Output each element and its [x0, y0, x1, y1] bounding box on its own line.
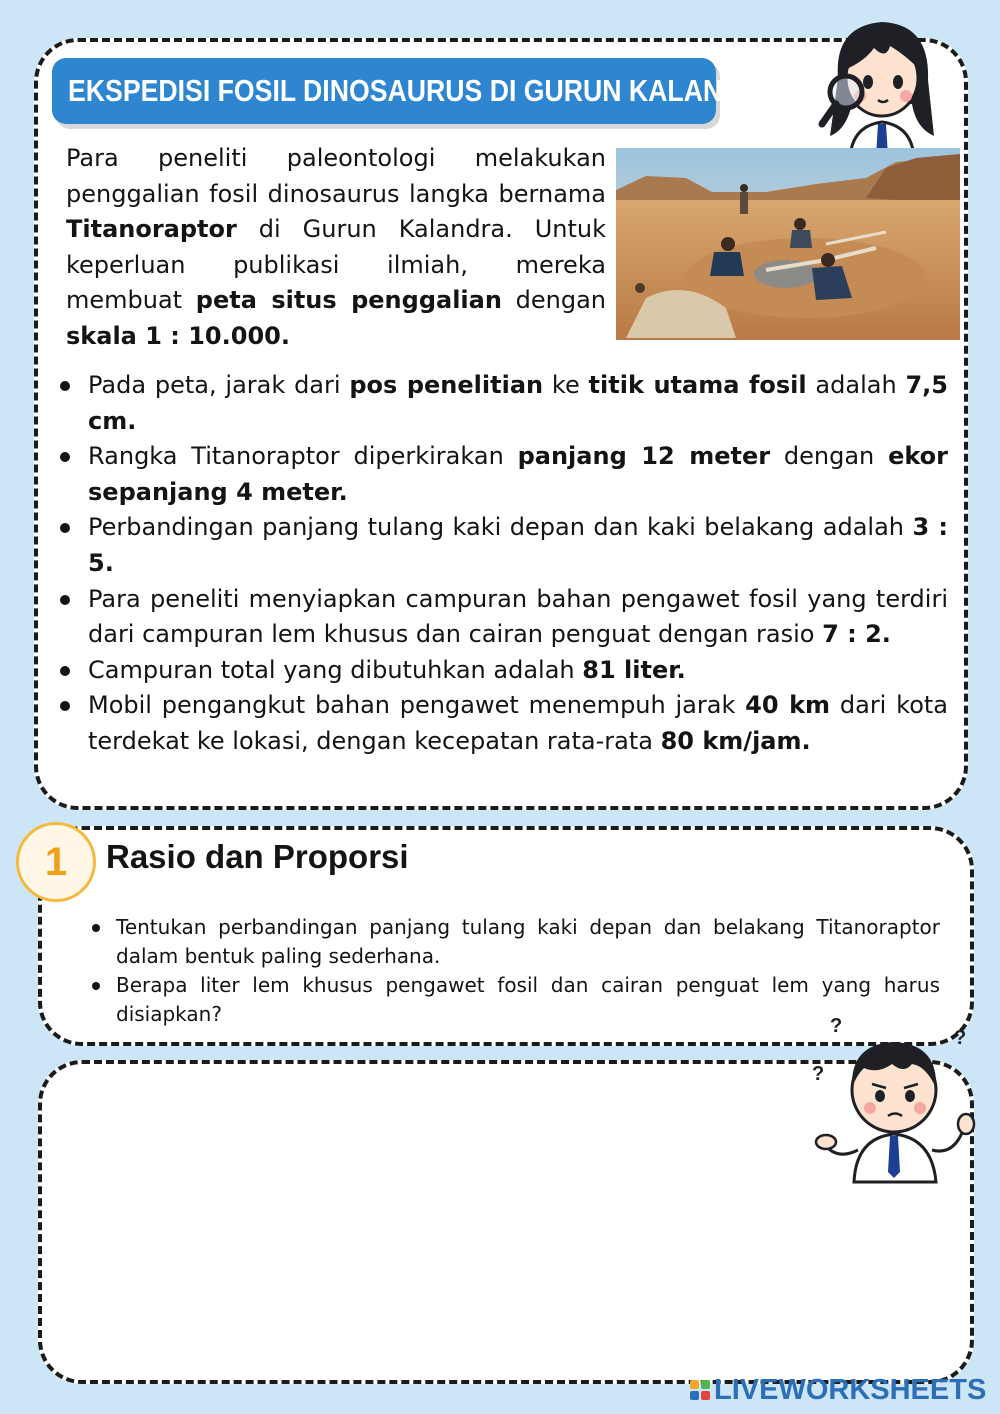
girl-magnifier-icon	[816, 8, 946, 168]
intro-text-2: di Gurun Kalandra. Untuk keperluan publikasi ilmiah, mereka membuat	[66, 215, 606, 314]
fact-bold: 7 : 2.	[822, 620, 891, 649]
intro-text-1: Para peneliti paleontologi melakukan penggalian fosil dinosaurus langka bernama	[66, 144, 606, 208]
fact-text: dari kota terdekat ke lokasi, dengan kecepatan rata-rata	[88, 691, 948, 755]
fact-item	[54, 688, 948, 759]
intro-paragraph	[66, 141, 606, 354]
fact-text: Pada peta, jarak dari	[88, 371, 350, 399]
fact-text: Mobil pengangkut bahan pengawet menempuh jarak	[88, 691, 746, 720]
fact-bold: 40 km	[745, 691, 831, 720]
fact-bold: 7,5 cm.	[88, 371, 948, 435]
fact-text: dengan	[770, 442, 889, 471]
fact-text: Rangka Titanoraptor diperkirakan	[88, 442, 518, 471]
page-title: EKSPEDISI FOSIL DINOSAURUS DI GURUN KALANDRA	[68, 73, 780, 108]
fact-text: Campuran total yang dibutuhkan adalah	[88, 655, 583, 684]
intro-text-3: dengan	[501, 286, 606, 314]
question-item: Tentukan perbandingan panjang tulang kaki depan dan belakang Titanoraptor dalam bentuk paling sederhana.	[90, 913, 940, 971]
fact-list	[54, 368, 948, 760]
liveworksheets-logo-icon	[690, 1380, 710, 1400]
section-number-badge: 1	[16, 822, 96, 902]
fact-item	[54, 510, 948, 581]
title-banner	[52, 58, 780, 124]
fact-text: Para peneliti menyiapkan campuran bahan pengawet fosil yang terdiri dari campuran lem khusus dan cairan penguat dengan rasio	[88, 584, 948, 649]
fact-bold: 3 : 5.	[88, 513, 948, 577]
question-mark: ?	[812, 1063, 825, 1085]
fact-bold: pos penelitian	[349, 371, 544, 399]
fact-bold: 80 km/jam.	[660, 726, 811, 755]
fact-bold: panjang 12 meter	[517, 442, 771, 471]
question-mark: ?	[954, 1027, 967, 1049]
intro-bold-scale: skala 1 : 10.000.	[66, 321, 290, 350]
question-mark: ?	[830, 1015, 843, 1037]
question-item: Berapa liter lem khusus pengawet fosil dan cairan penguat lem yang harus disiapkan?	[90, 971, 940, 1029]
fact-bold: ekor sepanjang 4 meter.	[88, 442, 948, 506]
fact-text: adalah	[806, 371, 906, 399]
fact-bold: titik utama fosil	[588, 371, 807, 399]
intro-bold-map: peta situs penggalian	[195, 286, 502, 314]
fact-item	[54, 653, 948, 689]
confused-boy-icon	[808, 1010, 984, 1186]
brand-logo[interactable]	[690, 1374, 986, 1406]
intro-bold-titanoraptor: Titanoraptor	[66, 215, 237, 243]
excavation-photo	[616, 148, 960, 340]
fact-bold: 81 liter.	[582, 655, 686, 684]
brand-name: LIVEWORKSHEETS	[714, 1373, 987, 1406]
section-title: Rasio dan Proporsi	[106, 838, 409, 875]
fact-item	[54, 582, 948, 653]
fact-text: ke	[543, 371, 589, 399]
fact-item	[54, 368, 948, 439]
fact-item	[54, 439, 948, 510]
fact-text: Perbandingan panjang tulang kaki depan dan kaki belakang adalah	[88, 513, 913, 542]
